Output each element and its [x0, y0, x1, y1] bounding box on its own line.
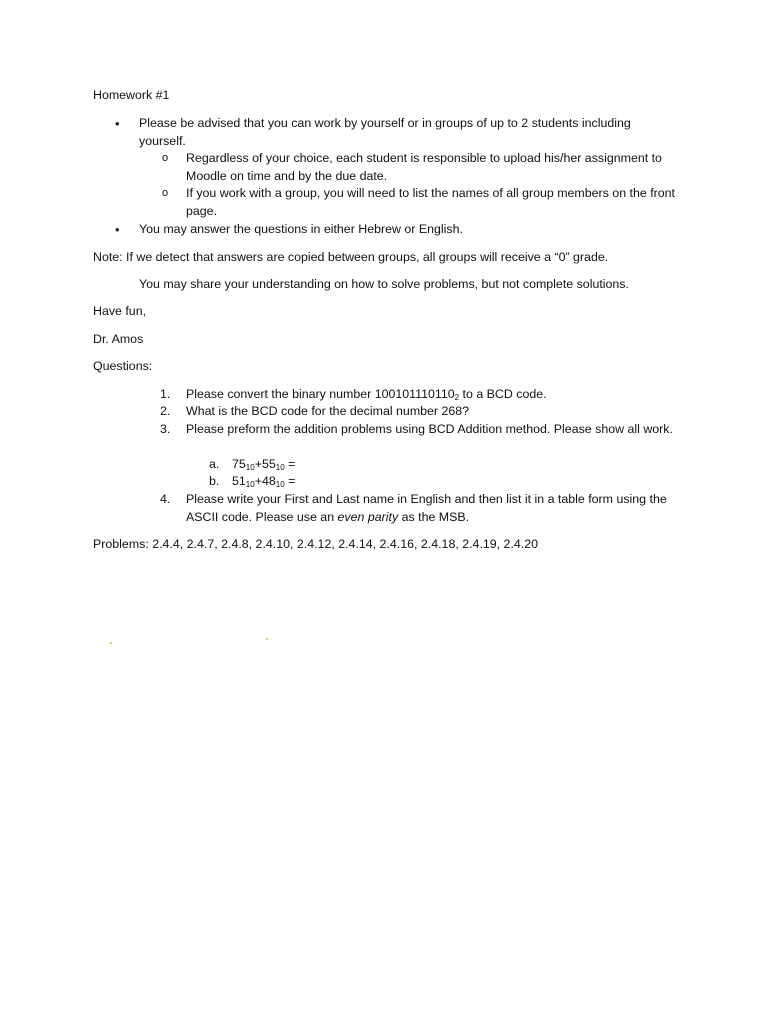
question-number: 2. — [160, 404, 171, 418]
questions-heading: Questions: — [93, 359, 153, 373]
base-subscript: 10 — [275, 463, 285, 472]
sub-bullet-text: If you work with a group, you will need to list the names of all group members on the front page. — [186, 186, 675, 218]
document-title: Homework #1 — [93, 88, 170, 102]
signature-text: Dr. Amos — [93, 332, 144, 346]
operand: 48 — [261, 474, 276, 488]
emphasized-term: even parity — [337, 509, 399, 524]
closing-text: Have fun, — [93, 304, 147, 318]
question-number: 1. — [160, 387, 171, 401]
question-text: What is the BCD code for the decimal number 268? — [186, 404, 470, 418]
note-continuation: You may share your understanding on how to solve problems, but not complete solutions. — [139, 277, 629, 291]
operand: 75 — [232, 457, 246, 471]
question-text — [186, 386, 678, 404]
sub-bullet-icon: o — [162, 187, 169, 199]
base-subscript: 10 — [245, 463, 255, 472]
scan-speck — [266, 638, 268, 640]
part-expression — [232, 456, 295, 474]
problems-list: Problems: 2.4.4, 2.4.7, 2.4.8, 2.4.10, 2.4.12, 2.4.14, 2.4.16, 2.4.18, 2.4.19, 2.4.20 — [93, 537, 539, 551]
part-letter: b. — [209, 474, 220, 488]
equals-sign: = — [284, 457, 296, 471]
note-text: Note: If we detect that answers are copied between groups, all groups will receive a “0” grade. — [93, 250, 609, 264]
bullet-text: Please be advised that you can work by yourself or in groups of up to 2 students including yourself. — [139, 116, 631, 148]
question-text: Please preform the addition problems using BCD Addition method. Please show all work. — [186, 422, 673, 436]
question-number: 3. — [160, 422, 171, 436]
bullet-text: You may answer the questions in either Hebrew or English. — [139, 222, 463, 236]
question-text-after: as the MSB. — [398, 509, 470, 524]
question-number: 4. — [160, 492, 171, 506]
question-text-before: Please convert the binary number 100101110110 — [186, 387, 455, 401]
equals-sign: = — [284, 474, 296, 488]
sub-bullet-text: Regardless of your choice, each student is responsible to upload his/her assignment to Moodle on time and by the due date. — [186, 151, 662, 183]
part-expression — [232, 473, 295, 491]
part-letter: a. — [209, 457, 220, 471]
bullet-icon: • — [115, 222, 120, 237]
question-text — [186, 491, 678, 526]
base-subscript: 10 — [245, 480, 255, 489]
question-text-before: Please write your First and Last name in English and then list it in a table form using the ASCII code. Please use an — [186, 492, 667, 524]
operator: + — [254, 457, 262, 471]
scan-speck — [110, 642, 112, 644]
base-subscript: 10 — [275, 480, 285, 489]
base-subscript: 2 — [454, 393, 460, 402]
operator: + — [254, 474, 262, 488]
operand: 51 — [232, 474, 246, 488]
sub-bullet-icon: o — [162, 152, 169, 164]
operand: 55 — [261, 457, 276, 471]
question-text-after: to a BCD code. — [459, 387, 547, 401]
bullet-icon: • — [115, 116, 120, 131]
